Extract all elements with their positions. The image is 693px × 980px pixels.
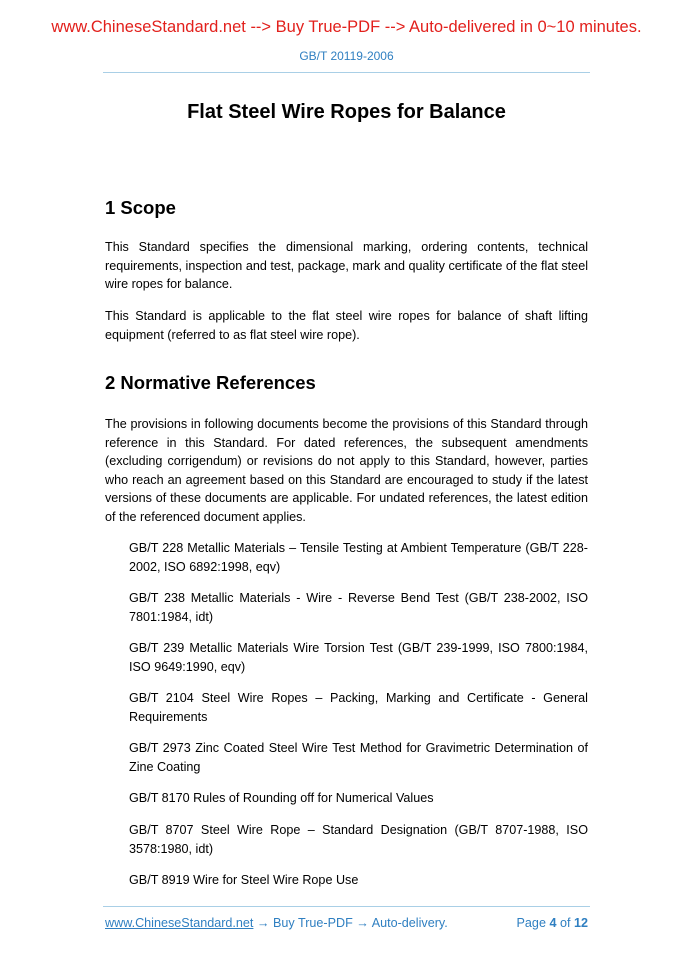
promo-banner[interactable]: www.ChineseStandard.net --> Buy True-PDF --> Auto-delivered in 0~10 minutes. xyxy=(51,18,642,36)
header-divider xyxy=(103,72,590,73)
reference-item: GB/T 8170 Rules of Rounding off for Numerical Values xyxy=(129,791,434,805)
reference-item: GB/T 2104 Steel Wire Ropes – Packing, Marking and Certificate - General Requirements xyxy=(129,691,588,724)
footer-promo-text: → Buy True-PDF → Auto-delivery. xyxy=(253,916,448,930)
footer-divider xyxy=(103,906,590,907)
reference-item: GB/T 238 Metallic Materials - Wire - Reverse Bend Test (GB/T 238-2002, ISO 7801:1984, idt) xyxy=(129,591,588,624)
footer-promo xyxy=(105,916,448,930)
page-label: Page xyxy=(516,916,546,930)
scope-paragraph-2: This Standard is applicable to the flat steel wire ropes for balance of shaft lifting equipment (referred to as flat steel wire rope). xyxy=(105,309,588,342)
total-pages: 12 xyxy=(573,916,588,930)
page-footer xyxy=(105,916,588,930)
reference-item: GB/T 239 Metallic Materials Wire Torsion Test (GB/T 239-1999, ISO 7800:1984, ISO 9649:1990, eqv) xyxy=(129,641,588,674)
page-indicator xyxy=(517,916,588,930)
reference-item: GB/T 2973 Zinc Coated Steel Wire Test Method for Gravimetric Determination of Zine Coating xyxy=(129,741,588,774)
normative-references-paragraph: The provisions in following documents become the provisions of this Standard through reference in this Standard. For dated references, the subsequent amendments (excluding corrigendum) or revisions do not apply to this Standard, however, parties who reach an agreement based on this Standard are encouraged to study if the latest versions of these documents are applicable. For undated references, the latest edition of the referenced document applies. xyxy=(105,417,588,524)
reference-item: GB/T 228 Metallic Materials – Tensile Testing at Ambient Temperature (GB/T 228-2002, ISO 6892:1998, eqv) xyxy=(129,541,588,574)
current-page: 4 xyxy=(549,916,557,930)
section-heading-normative-references: 2 Normative References xyxy=(105,372,316,393)
document-title: Flat Steel Wire Ropes for Balance xyxy=(187,101,506,123)
standard-number-header: GB/T 20119-2006 xyxy=(299,49,394,63)
scope-paragraph-1: This Standard specifies the dimensional marking, ordering contents, technical requirements, inspection and test, package, mark and quality certificate of the flat steel wire ropes for balance. xyxy=(105,240,588,292)
reference-item: GB/T 8707 Steel Wire Rope – Standard Designation (GB/T 8707-1988, ISO 3578:1980, idt) xyxy=(129,823,588,856)
reference-item: GB/T 8919 Wire for Steel Wire Rope Use xyxy=(129,873,359,887)
of-label: of xyxy=(559,916,571,930)
footer-link[interactable]: www.ChineseStandard.net xyxy=(105,916,254,930)
section-heading-scope: 1 Scope xyxy=(105,197,176,218)
